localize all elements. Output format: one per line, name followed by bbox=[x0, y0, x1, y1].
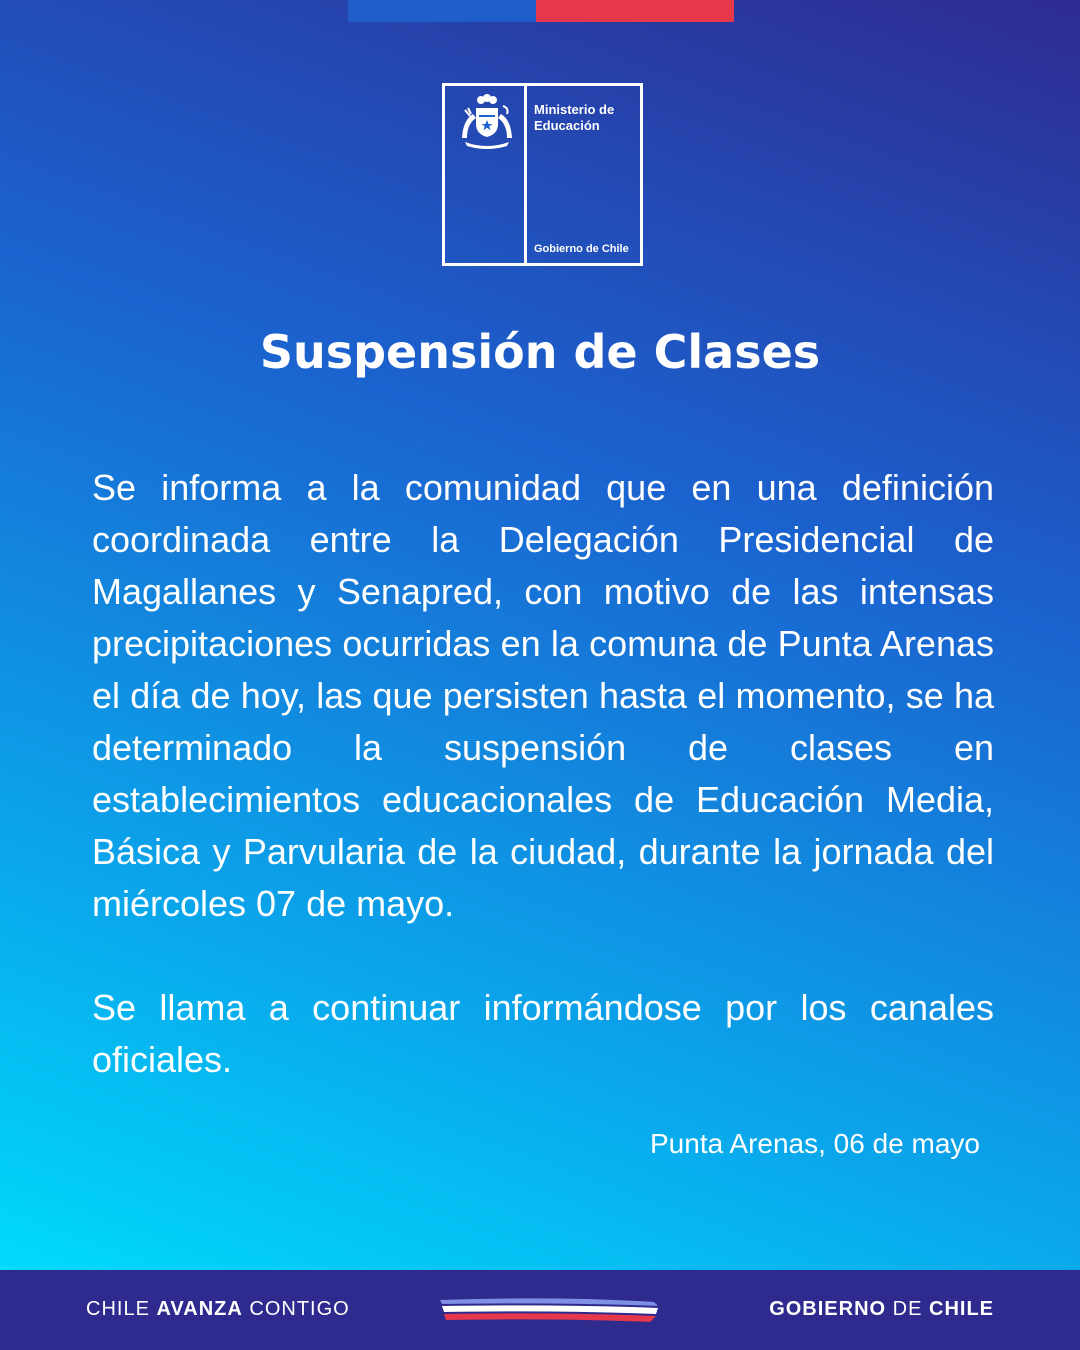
ministry-name-line2: Educación bbox=[534, 118, 600, 133]
footer-bar bbox=[0, 1270, 1080, 1350]
footer-government-word-2: DE bbox=[886, 1298, 929, 1320]
logo-government-label: Gobierno de Chile bbox=[534, 243, 629, 255]
footer-slogan-word-3: CONTIGO bbox=[242, 1298, 350, 1320]
footer-government bbox=[769, 1298, 994, 1321]
footer-government-word-3: CHILE bbox=[929, 1298, 994, 1320]
flag-stripe-red bbox=[536, 0, 734, 22]
logo-divider bbox=[524, 86, 527, 263]
flag-stripe-blue bbox=[348, 0, 536, 22]
place-date: Punta Arenas, 06 de mayo bbox=[650, 1128, 980, 1159]
footer-slogan-word-1: CHILE bbox=[86, 1298, 157, 1320]
footer-government-word-1: GOBIERNO bbox=[769, 1298, 887, 1320]
announcement-paragraph-1: Se informa a la comunidad que en una definición coordinada entre la Delegación Presidencial de Magallanes y Senapred, con motivo de las intensas precipitaciones ocurridas en la comuna de Punta Arenas el día de hoy, las que persisten hasta el momento, se ha determinado la suspensión de clases en establecimientos educacionales de Educación Media, Básica y Parvularia de la ciudad, durante la jornada del miércoles 07 de mayo. bbox=[92, 467, 994, 924]
chile-coat-of-arms-icon bbox=[457, 94, 517, 150]
announcement-paragraph-2: Se llama a continuar informándose por los canales oficiales. bbox=[92, 987, 994, 1080]
flag-stripes bbox=[348, 0, 734, 22]
footer-slogan bbox=[86, 1298, 350, 1321]
flag-swoosh-icon bbox=[440, 1290, 658, 1330]
ministry-logo bbox=[442, 83, 643, 266]
footer-slogan-word-2: AVANZA bbox=[156, 1298, 243, 1320]
page-title: Suspensión de Clases bbox=[259, 325, 821, 379]
ministry-name-line1: Ministerio de bbox=[534, 102, 615, 117]
